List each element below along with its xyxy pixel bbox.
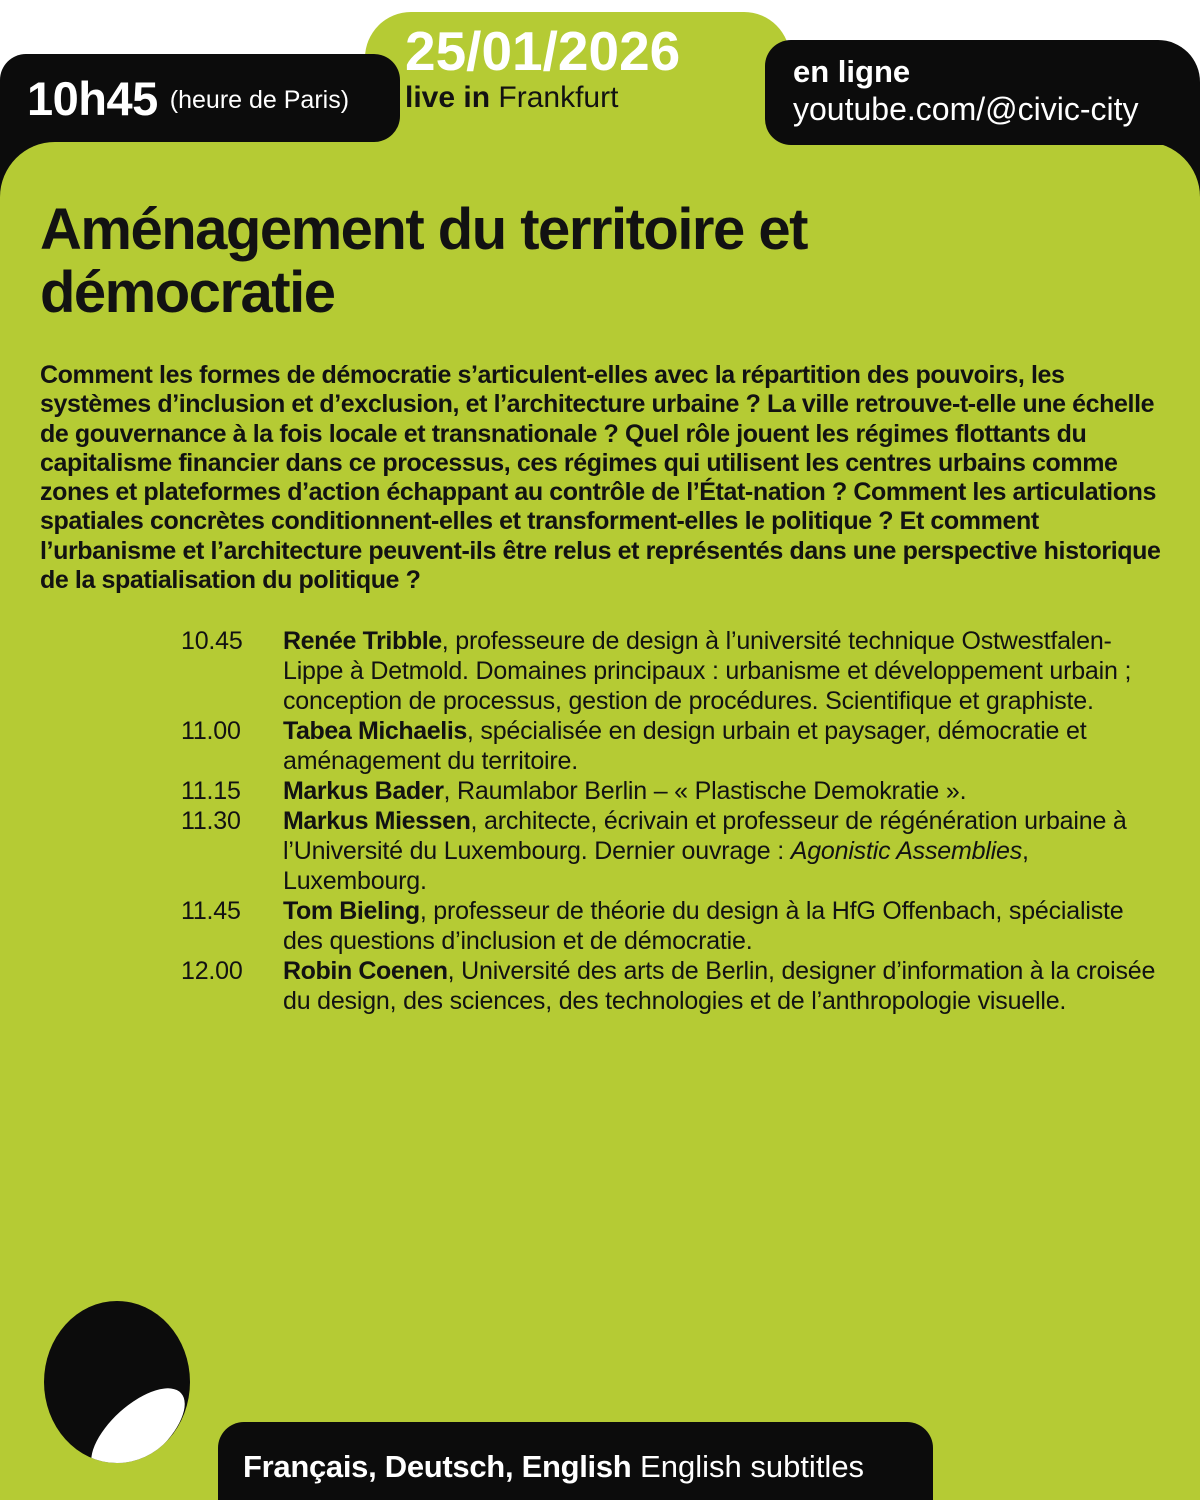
languages-label: Français, Deutsch, English: [243, 1449, 632, 1484]
time-label: 11.45: [181, 897, 241, 925]
footer-language-bar: [218, 1422, 933, 1500]
speaker-entry: Renée Tribble, professeure de design à l’université technique Ostwestfalen-Lippe à Detmold. Domaines principaux : urbanisme et développement urbain ; conception de processus, gestion de procédures. Scientifique et graphiste.: [283, 627, 1132, 715]
speaker-entry: Tabea Michaelis, spécialisée en design urbain et paysager, démocratie et aménagement du territoire.: [283, 717, 1087, 775]
speaker-entry: Markus Miessen, architecte, écrivain et professeur de régénération urbaine à l’Université du Luxembourg. Dernier ouvrage : Agonistic Assemblies, Luxembourg.: [283, 807, 1127, 895]
speaker-name: Robin Coenen: [283, 957, 448, 985]
youtube-url[interactable]: youtube.com/@civic-city: [793, 91, 1139, 127]
time-label: 11.30: [181, 807, 241, 835]
live-location: [405, 81, 680, 115]
time-label: 12.00: [181, 957, 243, 985]
start-time: 10h45: [27, 71, 158, 125]
speaker-name: Tom Bieling: [283, 897, 420, 925]
speaker-entry: Robin Coenen, Université des arts de Berlin, designer d’information à la croisée du design, des sciences, des technologies et de l’anthropologie visuelle.: [283, 957, 1156, 1015]
timezone-label: (heure de Paris): [169, 85, 350, 114]
speaker-entry: Markus Bader, Raumlabor Berlin – « Plastische Demokratie ».: [283, 777, 967, 805]
speaker-name: Renée Tribble: [283, 627, 442, 655]
live-in-label: live in: [405, 81, 491, 114]
date-tab: [405, 22, 680, 115]
speaker-name: Markus Bader: [283, 777, 444, 805]
civic-city-logo: [30, 1292, 210, 1472]
time-label: 11.15: [181, 777, 241, 805]
time-badge: [0, 54, 400, 142]
speaker-name: Tabea Michaelis: [283, 717, 467, 745]
online-label: en ligne: [793, 54, 911, 89]
online-badge: [765, 40, 1200, 145]
time-label: 10.45: [181, 627, 243, 655]
city-label: Frankfurt: [498, 81, 619, 114]
speaker-entry: Tom Bieling, professeur de théorie du design à la HfG Offenbach, spécialiste des questions d’inclusion et de démocratie.: [283, 897, 1124, 955]
intro-paragraph: Comment les formes de démocratie s’articulent-elles avec la répartition des pouvoirs, les systèmes d’inclusion et d’exclusion, et l’architecture urbaine ? La ville retrouve-t-elle une échelle de gouvernance à la fois locale et transnationale ? Quel rôle jouent les régimes flottants du capitalisme financier dans ce processus, ces régimes qui utilisent les centres urbains comme zones et plateformes d’action échappant au contrôle de l’État-nation ? Comment les articulations spatiales concrètes conditionnent-elles et transforment-elles le politique ? Et comment l’urbanisme et l’architecture peuvent-ils être relus et représentés dans une perspective historique de la spatialisation du politique ?: [40, 361, 1161, 595]
speaker-name: Markus Miessen: [283, 807, 471, 835]
subtitles-label: English subtitles: [640, 1449, 865, 1484]
time-label: 11.00: [181, 717, 241, 745]
page-title: Aménagement du territoire et démocratie: [40, 197, 807, 325]
event-date: 25/01/2026: [405, 20, 681, 82]
